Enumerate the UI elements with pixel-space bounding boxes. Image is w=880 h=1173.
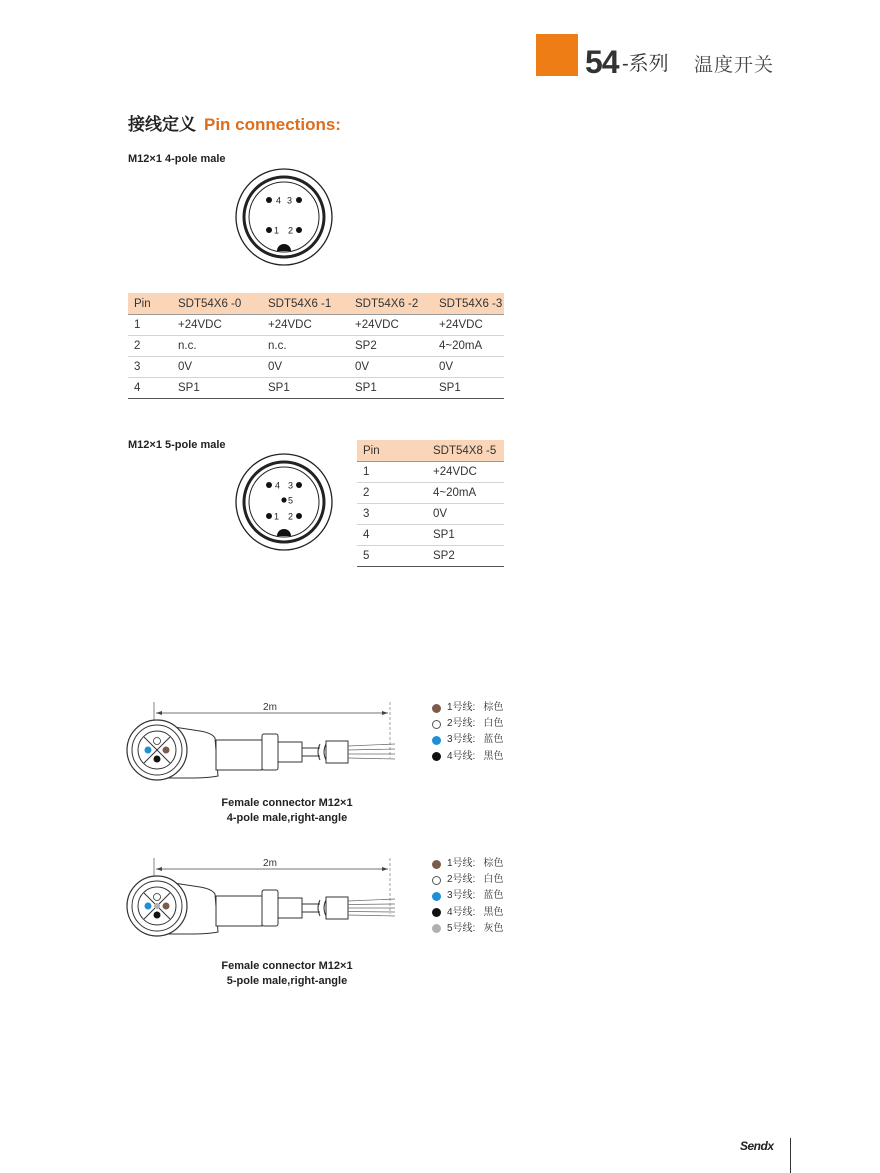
table-cell: n.c. xyxy=(172,336,262,357)
five-pole-connector-diagram xyxy=(234,452,334,552)
table-row xyxy=(357,462,504,483)
table-header-cell: SDT54X6 -2 xyxy=(349,293,433,315)
wire-color-swatch xyxy=(432,892,441,901)
wire-number-label: 4号线: xyxy=(447,750,476,762)
wire-legend-item xyxy=(432,716,503,732)
table-cell: +24VDC xyxy=(349,315,433,336)
footer-divider xyxy=(790,1138,791,1173)
caption-line: Female connector M12×1 xyxy=(221,960,353,972)
table-cell: SP1 xyxy=(349,378,433,399)
wire-color-name: 蓝色 xyxy=(483,734,504,746)
table-cell: SP1 xyxy=(262,378,349,399)
section-title-cn: 接线定义 xyxy=(128,115,196,134)
caption-line: Female connector M12×1 xyxy=(221,797,353,809)
table-header-row xyxy=(357,440,504,462)
four-pole-pin-table xyxy=(128,293,504,399)
table-cell: 3 xyxy=(128,357,172,378)
wire-legend-item xyxy=(432,749,503,765)
table-header-row xyxy=(128,293,504,315)
table-header-cell: SDT54X6 -3 xyxy=(433,293,504,315)
table-header-cell: SDT54X6 -0 xyxy=(172,293,262,315)
table-cell: 1 xyxy=(357,462,427,483)
table-header-cell: Pin xyxy=(357,440,427,462)
wire-number-label: 3号线: xyxy=(447,890,476,902)
wire-color-name: 黑色 xyxy=(483,750,504,762)
cable-length-label: 2m xyxy=(263,702,277,713)
wire-color-swatch xyxy=(432,704,441,713)
table-cell: 0V xyxy=(349,357,433,378)
wire-color-swatch xyxy=(432,736,441,745)
table-cell: 2 xyxy=(357,483,427,504)
wire-color-swatch xyxy=(432,720,441,729)
wire-color-name: 白色 xyxy=(483,874,504,886)
table-cell: 0V xyxy=(433,357,504,378)
wire-legend-item xyxy=(432,872,503,888)
wire-color-name: 棕色 xyxy=(483,702,504,714)
header-accent-block xyxy=(536,34,578,76)
table-cell: 4~20mA xyxy=(427,483,504,504)
wire-color-name: 蓝色 xyxy=(483,890,504,902)
wire-legend-item xyxy=(432,921,503,937)
table-cell: n.c. xyxy=(262,336,349,357)
pin-label: 3 xyxy=(287,195,293,206)
cable-5pole-wire-legend xyxy=(432,856,503,937)
table-row xyxy=(128,336,504,357)
table-row xyxy=(357,483,504,504)
wire-legend-item xyxy=(432,905,503,921)
series-suffix: -系列 xyxy=(622,53,669,75)
series-number: 54 xyxy=(585,44,619,80)
section-title xyxy=(128,114,341,136)
table-cell: 1 xyxy=(128,315,172,336)
cable-4pole-caption xyxy=(167,796,407,826)
pin-label: 1 xyxy=(274,225,280,236)
table-row xyxy=(357,546,504,567)
four-pole-label: M12×1 4-pole male xyxy=(128,153,226,165)
cable-4pole-wire-legend xyxy=(432,700,503,765)
table-row xyxy=(357,504,504,525)
caption-line: 5-pole male,right-angle xyxy=(226,975,348,987)
table-cell: +24VDC xyxy=(262,315,349,336)
table-cell: SP2 xyxy=(349,336,433,357)
caption-line: 4-pole male,right-angle xyxy=(226,812,348,824)
table-cell: +24VDC xyxy=(433,315,504,336)
wire-color-swatch xyxy=(432,876,441,885)
cable-length-label: 2m xyxy=(263,858,277,869)
wire-color-swatch xyxy=(432,752,441,761)
table-header-cell: SDT54X6 -1 xyxy=(262,293,349,315)
wire-number-label: 2号线: xyxy=(447,874,476,886)
table-cell: 0V xyxy=(172,357,262,378)
table-cell: 4 xyxy=(128,378,172,399)
wire-number-label: 1号线: xyxy=(447,858,476,870)
section-title-en: Pin connections: xyxy=(204,115,341,134)
table-cell: 3 xyxy=(357,504,427,525)
wire-color-name: 白色 xyxy=(483,718,504,730)
table-cell: 5 xyxy=(357,546,427,567)
wire-number-label: 2号线: xyxy=(447,718,476,730)
wire-color-swatch xyxy=(432,860,441,869)
table-cell: SP1 xyxy=(427,525,504,546)
wire-legend-item xyxy=(432,856,503,872)
table-row xyxy=(128,315,504,336)
table-cell: 4~20mA xyxy=(433,336,504,357)
wire-color-name: 黑色 xyxy=(483,906,504,918)
table-row xyxy=(128,378,504,399)
pin-label: 2 xyxy=(288,511,294,522)
table-header-cell: SDT54X8 -5 xyxy=(427,440,504,462)
cable-4pole-drawing xyxy=(120,698,400,788)
wire-number-label: 1号线: xyxy=(447,702,476,714)
table-header-cell: Pin xyxy=(128,293,172,315)
table-row xyxy=(128,357,504,378)
table-cell: +24VDC xyxy=(172,315,262,336)
five-pole-pin-table xyxy=(357,440,504,567)
pin-label: 1 xyxy=(274,511,280,522)
table-cell: 4 xyxy=(357,525,427,546)
table-cell: 2 xyxy=(128,336,172,357)
table-cell: 0V xyxy=(262,357,349,378)
cable-5pole-caption xyxy=(167,959,407,989)
cable-5pole-drawing xyxy=(120,854,400,944)
four-pole-connector-diagram xyxy=(234,167,334,267)
wire-legend-item xyxy=(432,888,503,904)
table-cell: 0V xyxy=(427,504,504,525)
wire-legend-item xyxy=(432,700,503,716)
table-cell: +24VDC xyxy=(427,462,504,483)
wire-number-label: 5号线: xyxy=(447,922,476,934)
table-cell: SP2 xyxy=(427,546,504,567)
table-row xyxy=(357,525,504,546)
wire-color-name: 棕色 xyxy=(483,858,504,870)
pin-label: 2 xyxy=(288,225,294,236)
five-pole-label: M12×1 5-pole male xyxy=(128,439,226,451)
pin-label: 4 xyxy=(276,195,282,206)
table-cell: SP1 xyxy=(433,378,504,399)
wire-number-label: 3号线: xyxy=(447,734,476,746)
pin-label: 5 xyxy=(288,495,294,506)
wire-color-name: 灰色 xyxy=(483,922,504,934)
pin-label: 4 xyxy=(275,480,281,491)
brand-logo: Sendx xyxy=(740,1139,774,1153)
wire-legend-item xyxy=(432,732,503,748)
wire-color-swatch xyxy=(432,924,441,933)
table-cell: SP1 xyxy=(172,378,262,399)
product-name: 温度开关 xyxy=(694,55,775,76)
pin-label: 3 xyxy=(288,480,294,491)
wire-color-swatch xyxy=(432,908,441,917)
wire-number-label: 4号线: xyxy=(447,906,476,918)
